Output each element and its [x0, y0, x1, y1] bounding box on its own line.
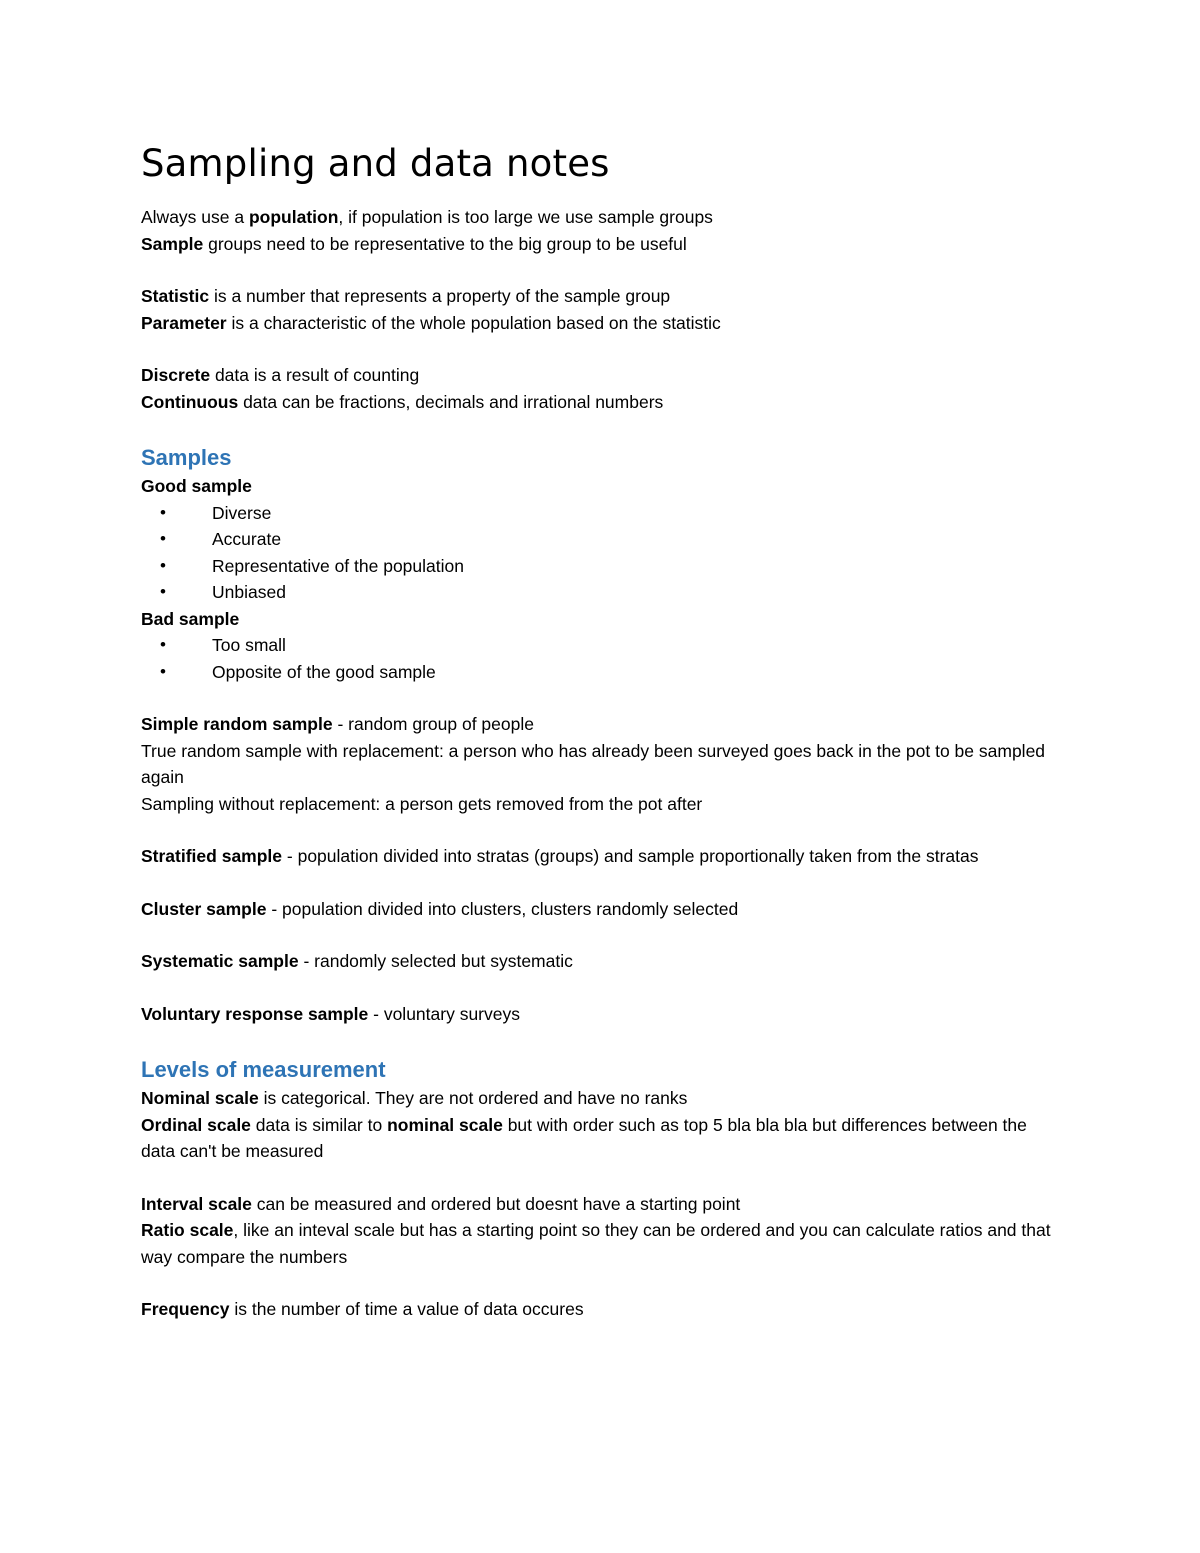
bullet-icon: •	[160, 635, 166, 654]
bullet-icon: •	[160, 555, 166, 575]
term-ratio-scale: Ratio scale	[141, 1220, 234, 1240]
spacer	[141, 817, 1061, 843]
text-run: - population divided into clusters, clusters randomly selected	[266, 898, 739, 919]
bad-sample-label: Bad sample	[141, 608, 240, 629]
list-item-text: Representative of the population	[212, 555, 464, 576]
nominal-scale-line	[141, 1085, 1061, 1112]
cluster-sample-line	[141, 896, 1061, 923]
text-run: is a number that represents a property of the sample group	[209, 286, 671, 306]
bullet-icon: •	[160, 661, 166, 681]
list-item-text: Diverse	[212, 502, 272, 523]
text-run: can be measured and ordered but doesnt have a starting point	[251, 1193, 741, 1214]
parameter-line	[141, 310, 1061, 337]
systematic-sample-line	[141, 948, 1061, 975]
term-discrete: Discrete	[141, 365, 211, 385]
bullet-icon: •	[160, 502, 166, 522]
simple-random-sample-line	[141, 711, 1061, 738]
list-item	[141, 579, 1061, 606]
term-voluntary-response-sample: Voluntary response sample	[141, 1003, 369, 1024]
levels-heading: Levels of measurement	[141, 1057, 386, 1082]
list-item-text: Accurate	[212, 529, 282, 549]
bullet-icon: •	[160, 582, 166, 601]
samples-heading: Samples	[141, 445, 232, 470]
spacer	[141, 1027, 1061, 1055]
text-run: - voluntary surveys	[368, 1003, 520, 1024]
with-replacement-line: True random sample with replacement: a person who has already been surveyed goes back in the pot to be sampled again	[141, 740, 1046, 787]
list-item-text: Too small	[212, 635, 286, 655]
term-stratified-sample: Stratified sample	[141, 846, 283, 866]
text-run: is a characteristic of the whole population based on the statistic	[226, 312, 721, 333]
good-sample-list	[141, 500, 1061, 606]
spacer	[141, 685, 1061, 711]
text-run: data is a result of counting	[210, 365, 420, 385]
page-title: Sampling and data notes	[141, 142, 610, 185]
text-run: is categorical. They are not ordered and have no ranks	[258, 1088, 688, 1108]
term-nominal-scale: Nominal scale	[141, 1088, 259, 1108]
list-item	[141, 553, 1061, 580]
term-interval-scale: Interval scale	[141, 1193, 252, 1214]
ratio-scale-line	[141, 1217, 1061, 1270]
text-run: data can be fractions, decimals and irrational numbers	[238, 391, 664, 412]
document-page	[141, 138, 1061, 1323]
term-continuous: Continuous	[141, 391, 239, 412]
term-population: population	[248, 207, 339, 227]
statistic-line	[141, 283, 1061, 310]
text-run: , like an inteval scale but has a starting point so they can be ordered and you can calculate ratios and that way compare the numbers	[141, 1220, 1051, 1267]
spacer	[141, 870, 1061, 896]
text-run: groups need to be representative to the big group to be useful	[203, 233, 687, 254]
good-sample-label: Good sample	[141, 476, 252, 496]
term-statistic: Statistic	[141, 286, 210, 306]
without-replacement-line: Sampling without replacement: a person gets removed from the pot after	[141, 793, 703, 814]
list-item	[141, 526, 1061, 553]
term-simple-random-sample: Simple random sample	[141, 714, 333, 734]
text-run: - random group of people	[332, 714, 534, 734]
ordinal-scale-line	[141, 1112, 1061, 1165]
frequency-line	[141, 1296, 1061, 1323]
bad-sample-list	[141, 632, 1061, 685]
term-frequency: Frequency	[141, 1299, 230, 1319]
term-parameter: Parameter	[141, 312, 227, 333]
spacer	[141, 415, 1061, 443]
spacer	[141, 975, 1061, 1001]
interval-scale-line	[141, 1191, 1061, 1218]
text-run: , if population is too large we use sample groups	[338, 207, 713, 227]
spacer	[141, 257, 1061, 283]
list-item-text: Opposite of the good sample	[212, 661, 436, 682]
text-run: Always use a	[141, 207, 249, 227]
list-item	[141, 500, 1061, 527]
spacer	[141, 336, 1061, 362]
term-cluster-sample: Cluster sample	[141, 898, 267, 919]
discrete-line	[141, 362, 1061, 389]
list-item	[141, 659, 1061, 686]
text-run: is the number of time a value of data occures	[229, 1299, 584, 1319]
spacer	[141, 1270, 1061, 1296]
term-systematic-sample: Systematic sample	[141, 951, 299, 971]
list-item	[141, 632, 1061, 659]
term-ordinal-scale: Ordinal scale	[141, 1114, 251, 1135]
term-nominal-scale: nominal scale	[387, 1114, 503, 1135]
voluntary-response-sample-line	[141, 1001, 1061, 1028]
text-run: - randomly selected but systematic	[298, 951, 573, 971]
intro-sample-line	[141, 231, 1061, 258]
spacer	[141, 922, 1061, 948]
term-sample: Sample	[141, 233, 204, 254]
list-item-text: Unbiased	[212, 582, 286, 602]
spacer	[141, 1165, 1061, 1191]
text-run: but with order such as top 5 bla bla bla but differences between the data can't be measured	[141, 1114, 1027, 1161]
stratified-sample-line	[141, 843, 1061, 870]
intro-population-line	[141, 204, 1061, 231]
bullet-icon: •	[160, 529, 166, 548]
continuous-line	[141, 389, 1061, 416]
text-run: data is similar to	[250, 1114, 388, 1135]
text-run: - population divided into stratas (groups) and sample proportionally taken from the stratas	[282, 846, 979, 866]
